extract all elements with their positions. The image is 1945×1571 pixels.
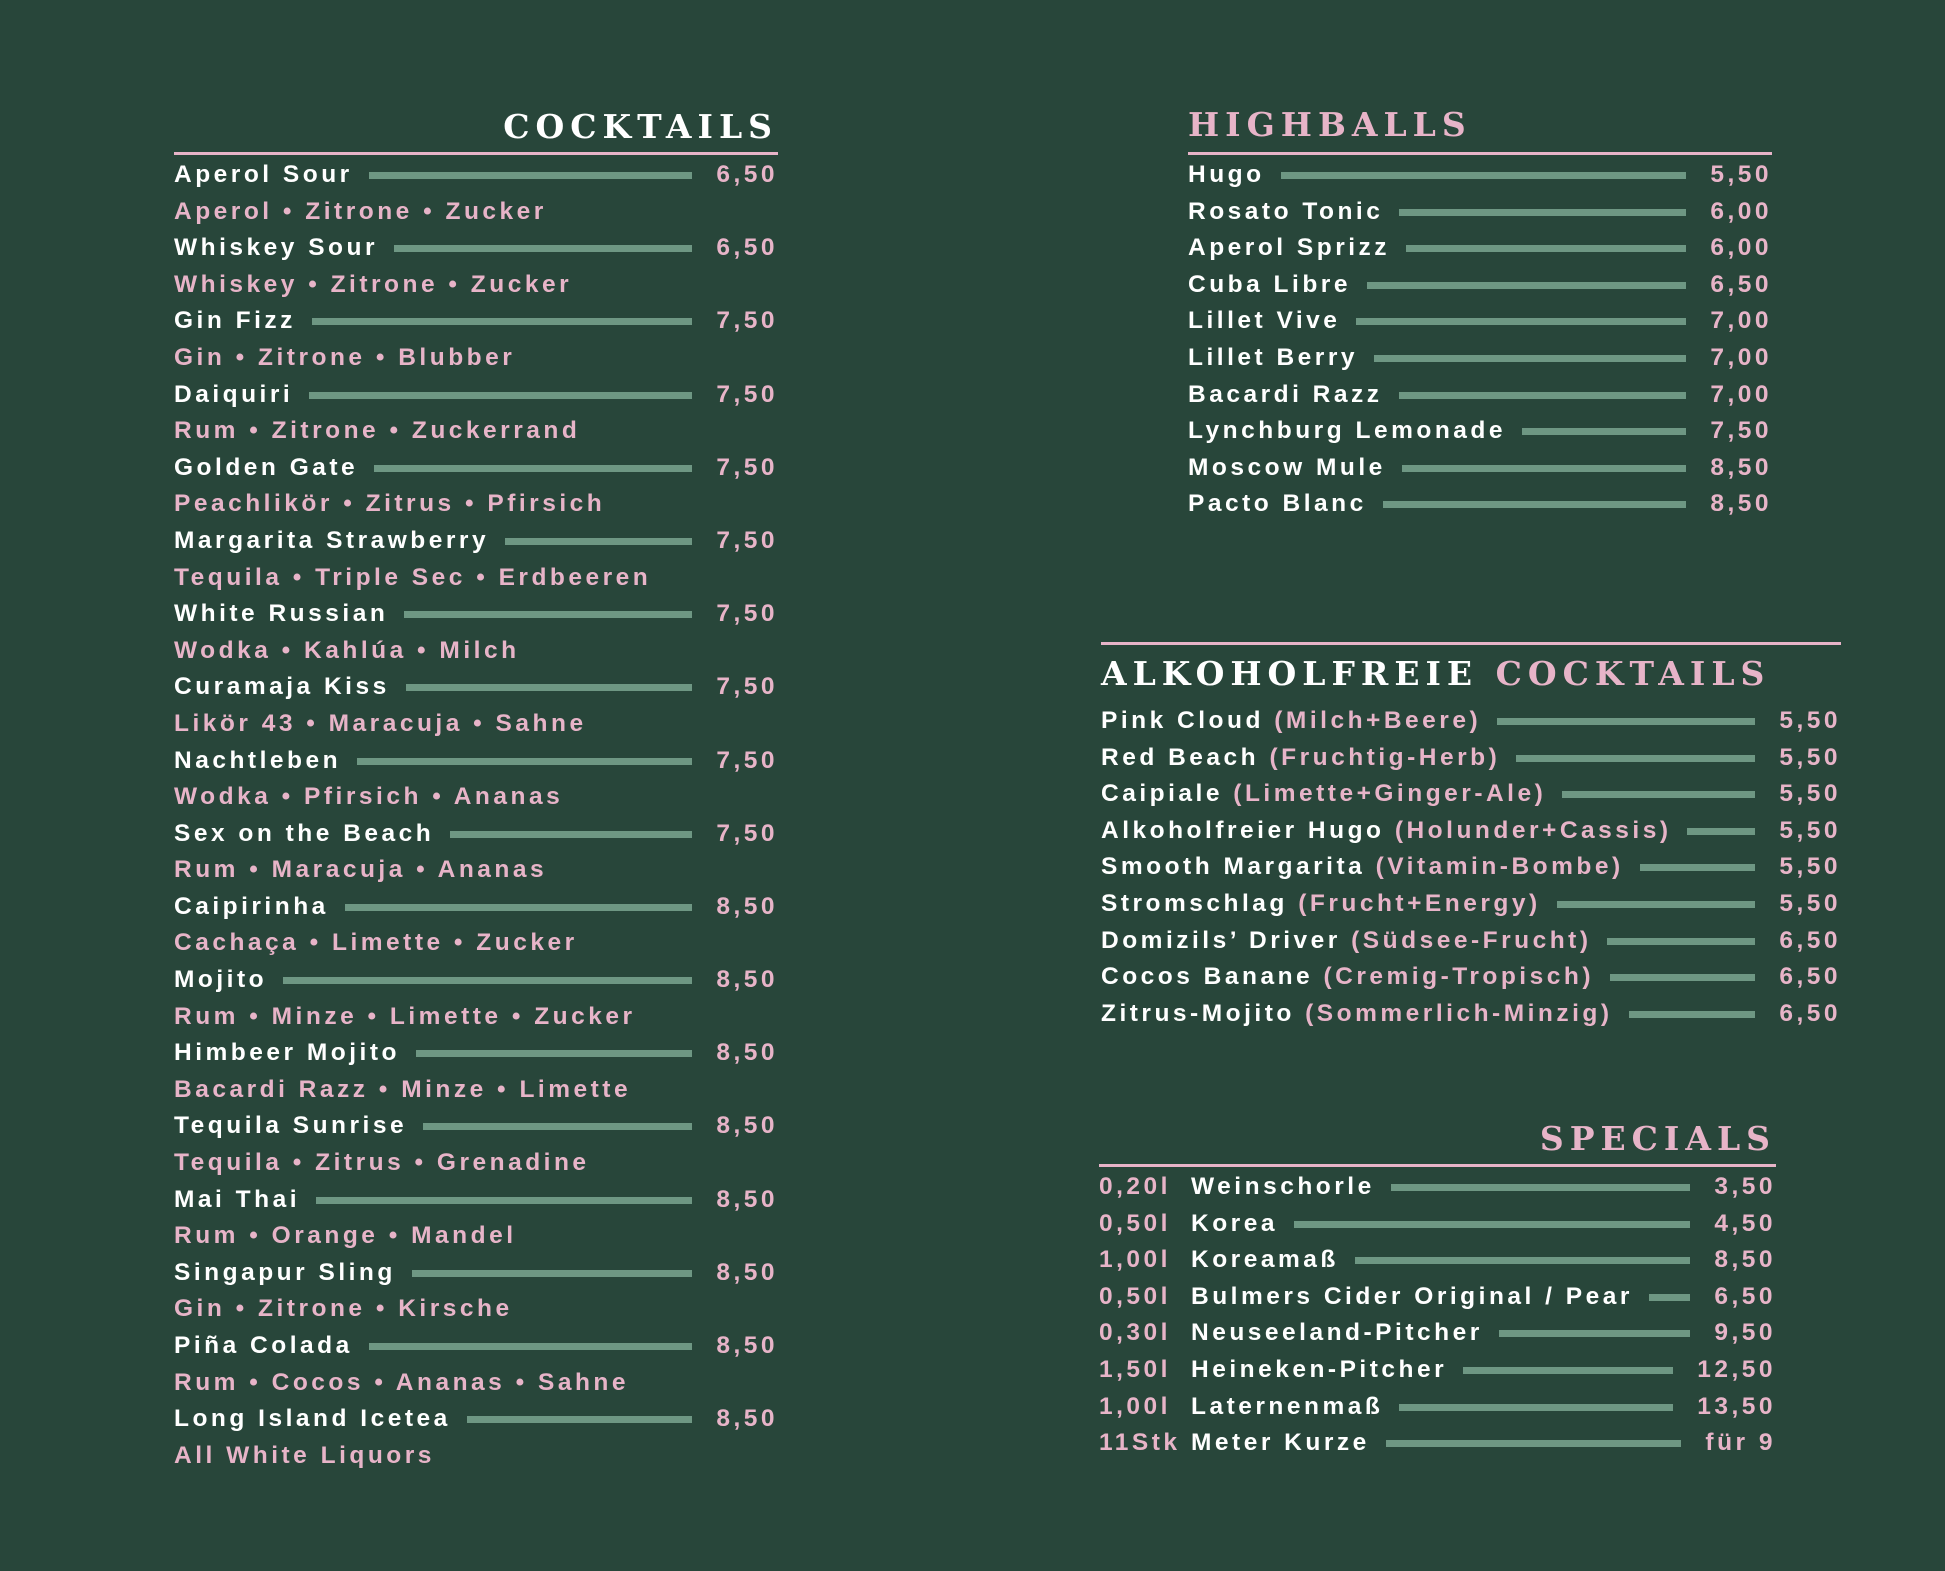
- cocktail-row: [174, 523, 778, 560]
- cocktail-price: 8,50: [716, 1112, 778, 1140]
- alkoholfrei-name: Cocos Banane: [1101, 963, 1314, 991]
- cocktail-ingredients: Gin • Zitrone • Blubber: [174, 343, 516, 371]
- alkoholfrei-note: (Fruchtig-Herb): [1269, 743, 1501, 771]
- cocktail-ingredients: Rum • Orange • Mandel: [174, 1222, 517, 1250]
- alkoholfrei-note: (Südsee-Frucht): [1351, 926, 1592, 954]
- cocktail-row: [174, 1401, 778, 1438]
- cocktail-price: 8,50: [716, 1405, 778, 1433]
- highball-price: 6,00: [1710, 197, 1772, 225]
- cocktail-ingredients: Rum • Zitrone • Zuckerrand: [174, 417, 581, 445]
- specials-quantity: 1,00l: [1099, 1246, 1171, 1274]
- alkoholfrei-price: 5,50: [1779, 780, 1841, 808]
- cocktail-name: Nachtleben: [174, 746, 342, 774]
- alkoholfrei-list: [1101, 703, 1841, 1032]
- alkoholfrei-name: Pink Cloud: [1101, 707, 1264, 734]
- highballs-list: [1188, 157, 1772, 523]
- leader-line: [1355, 1257, 1690, 1264]
- specials-price: 12,50: [1697, 1355, 1776, 1383]
- specials-name: Meter Kurze: [1191, 1429, 1370, 1457]
- leader-line: [312, 318, 692, 325]
- cocktail-name: Singapur Sling: [174, 1258, 396, 1286]
- alkoholfrei-note: (Sommerlich-Minzig): [1305, 999, 1613, 1027]
- highball-name: Lillet Berry: [1188, 343, 1358, 371]
- leader-line: [450, 831, 692, 838]
- alkoholfrei-note: (Cremig-Tropisch): [1323, 963, 1594, 991]
- specials-rule: [1099, 1164, 1776, 1167]
- highball-row: [1188, 267, 1772, 304]
- cocktail-row: [174, 596, 778, 633]
- cocktail-name: Himbeer Mojito: [174, 1039, 400, 1067]
- leader-line: [1562, 791, 1755, 798]
- alkoholfrei-note: (Milch+Beere): [1274, 707, 1482, 734]
- leader-line: [369, 1343, 692, 1350]
- cocktail-ingredients: Rum • Maracuja • Ananas: [174, 856, 548, 884]
- cocktail-row: [174, 1255, 778, 1292]
- highball-price: 7,00: [1710, 380, 1772, 408]
- highball-row: [1188, 486, 1772, 523]
- cocktail-ingredients: Gin • Zitrone • Kirsche: [174, 1295, 513, 1323]
- specials-price: 8,50: [1714, 1246, 1776, 1274]
- leader-line: [1522, 428, 1686, 435]
- alkoholfrei-name-group: [1101, 703, 1481, 740]
- cocktail-name: Aperol Sour: [174, 161, 353, 188]
- specials-row: [1099, 1169, 1776, 1206]
- cocktail-price: 8,50: [716, 892, 778, 920]
- alkoholfrei-price: 5,50: [1779, 743, 1841, 771]
- cocktail-row: [174, 1108, 778, 1145]
- specials-quantity: 11Stk: [1099, 1429, 1181, 1457]
- leader-line: [1281, 172, 1686, 179]
- leader-line: [1463, 1367, 1673, 1374]
- highball-row: [1188, 230, 1772, 267]
- leader-line: [406, 684, 692, 691]
- alkoholfrei-name-group: [1101, 996, 1613, 1033]
- leader-line: [1386, 1440, 1681, 1447]
- leader-line: [1402, 465, 1686, 472]
- highball-row: [1188, 413, 1772, 450]
- alkoholfrei-section: [1101, 642, 1841, 1032]
- cocktail-name: Margarita Strawberry: [174, 526, 490, 554]
- specials-list: [1099, 1169, 1776, 1462]
- leader-line: [369, 172, 692, 179]
- leader-line: [412, 1270, 692, 1277]
- leader-line: [1687, 828, 1755, 835]
- cocktail-name: Tequila Sunrise: [174, 1112, 408, 1140]
- specials-price: 6,50: [1714, 1282, 1776, 1310]
- leader-line: [374, 465, 692, 472]
- alkoholfrei-name-group: [1101, 923, 1591, 960]
- highball-name: Hugo: [1188, 161, 1265, 188]
- alkoholfrei-row: [1101, 813, 1841, 850]
- alkoholfrei-title-b: COCKTAILS: [1495, 654, 1771, 693]
- cocktail-ingredients: Whiskey • Zitrone • Zucker: [174, 270, 573, 298]
- specials-row: [1099, 1206, 1776, 1243]
- cocktail-row: [174, 816, 778, 853]
- cocktails-title: COCKTAILS: [503, 107, 778, 146]
- alkoholfrei-note: (Frucht+Energy): [1298, 889, 1541, 917]
- leader-line: [1399, 392, 1686, 399]
- leader-line: [467, 1416, 692, 1423]
- cocktail-ingredients: Likör 43 • Maracuja • Sahne: [174, 709, 587, 737]
- leader-line: [357, 758, 692, 765]
- leader-line: [283, 977, 692, 984]
- alkoholfrei-name: Zitrus-Mojito: [1101, 999, 1295, 1027]
- specials-price: 4,50: [1714, 1209, 1776, 1237]
- cocktail-ingredients: Wodka • Kahlúa • Milch: [174, 636, 520, 664]
- cocktail-price: 8,50: [716, 1185, 778, 1213]
- highball-row: [1188, 377, 1772, 414]
- cocktail-price: 7,50: [716, 307, 778, 335]
- cocktail-row: [174, 889, 778, 926]
- leader-line: [1499, 1330, 1690, 1337]
- cocktail-price: 7,50: [716, 819, 778, 847]
- cocktail-price: 7,50: [716, 600, 778, 628]
- alkoholfrei-price: 5,50: [1779, 853, 1841, 881]
- highballs-rule: [1188, 152, 1772, 155]
- alkoholfrei-row: [1101, 740, 1841, 777]
- alkoholfrei-price: 5,50: [1779, 816, 1841, 844]
- specials-quantity: 0,30l: [1099, 1319, 1171, 1347]
- cocktail-ingredients: All White Liquors: [174, 1441, 435, 1469]
- highball-price: 5,50: [1710, 161, 1772, 188]
- leader-line: [1649, 1294, 1690, 1301]
- cocktail-row: [174, 377, 778, 414]
- highball-name: Lillet Vive: [1188, 307, 1341, 335]
- cocktail-price: 8,50: [716, 1039, 778, 1067]
- highball-name: Bacardi Razz: [1188, 380, 1383, 408]
- highball-name: Moscow Mule: [1188, 453, 1386, 481]
- cocktail-row: [174, 1182, 778, 1219]
- cocktail-price: 8,50: [716, 1332, 778, 1359]
- leader-line: [1399, 1404, 1673, 1411]
- alkoholfrei-name: Alkoholfreier Hugo: [1101, 816, 1385, 844]
- specials-name: Heineken-Pitcher: [1191, 1355, 1448, 1383]
- leader-line: [1391, 1184, 1690, 1191]
- specials-name: Koreamaß: [1191, 1246, 1339, 1274]
- alkoholfrei-title-a: ALKOHOLFREIE: [1101, 654, 1479, 693]
- cocktail-row: [174, 450, 778, 487]
- alkoholfrei-name-group: [1101, 849, 1624, 886]
- cocktail-name: Gin Fizz: [174, 307, 296, 335]
- leader-line: [1374, 355, 1686, 362]
- cocktail-row: [174, 669, 778, 706]
- specials-row: [1099, 1352, 1776, 1389]
- cocktail-row: [174, 743, 778, 780]
- cocktail-price: 6,50: [716, 234, 778, 262]
- leader-line: [1406, 245, 1686, 252]
- specials-name: Laternenmaß: [1191, 1392, 1384, 1420]
- highball-row: [1188, 340, 1772, 377]
- specials-name: Korea: [1191, 1209, 1278, 1237]
- cocktails-section: [174, 107, 778, 1474]
- highball-row: [1188, 450, 1772, 487]
- leader-line: [1399, 209, 1686, 216]
- cocktail-ingredients: Aperol • Zitrone • Zucker: [174, 197, 547, 225]
- alkoholfrei-row: [1101, 923, 1841, 960]
- alkoholfrei-price: 6,50: [1779, 926, 1841, 954]
- leader-line: [1557, 901, 1755, 908]
- cocktail-row: [174, 303, 778, 340]
- leader-line: [1516, 755, 1755, 762]
- highball-price: 7,00: [1710, 343, 1772, 371]
- cocktail-ingredients: Peachlikör • Zitrus • Pfirsich: [174, 490, 606, 518]
- highball-name: Aperol Sprizz: [1188, 234, 1391, 262]
- cocktail-ingredients: Bacardi Razz • Minze • Limette: [174, 1075, 632, 1103]
- cocktail-name: Curamaja Kiss: [174, 673, 390, 701]
- specials-quantity: 0,50l: [1099, 1209, 1171, 1237]
- leader-line: [309, 392, 692, 399]
- specials-price: 3,50: [1714, 1173, 1776, 1200]
- cocktail-row: [174, 230, 778, 267]
- highballs-title: HIGHBALLS: [1188, 105, 1472, 144]
- leader-line: [416, 1050, 692, 1057]
- alkoholfrei-row: [1101, 886, 1841, 923]
- alkoholfrei-note: (Vitamin-Bombe): [1375, 853, 1624, 881]
- cocktail-name: Mai Thai: [174, 1185, 301, 1213]
- alkoholfrei-name: Stromschlag: [1101, 889, 1288, 917]
- specials-price: 9,50: [1714, 1319, 1776, 1347]
- alkoholfrei-price: 6,50: [1779, 999, 1841, 1027]
- alkoholfrei-title: [1101, 654, 1841, 693]
- alkoholfrei-note: (Holunder+Cassis): [1394, 816, 1672, 844]
- leader-line: [1294, 1221, 1690, 1228]
- cocktails-rule: [174, 152, 778, 155]
- specials-price: 13,50: [1697, 1392, 1776, 1420]
- specials-quantity: 1,00l: [1099, 1392, 1171, 1420]
- highball-row: [1188, 194, 1772, 231]
- specials-row: [1099, 1279, 1776, 1316]
- specials-row: [1099, 1242, 1776, 1279]
- cocktail-row: [174, 1328, 778, 1365]
- highballs-section: [1188, 105, 1772, 523]
- alkoholfrei-name-group: [1101, 813, 1671, 850]
- leader-line: [1497, 718, 1755, 725]
- cocktail-ingredients: Cachaça • Limette • Zucker: [174, 929, 578, 957]
- leader-line: [505, 538, 692, 545]
- highball-price: 7,50: [1710, 417, 1772, 445]
- alkoholfrei-name: Smooth Margarita: [1101, 853, 1366, 881]
- alkoholfrei-row: [1101, 776, 1841, 813]
- cocktail-name: Piña Colada: [174, 1332, 353, 1359]
- cocktail-price: 8,50: [716, 1258, 778, 1286]
- cocktail-price: 7,50: [716, 746, 778, 774]
- alkoholfrei-row: [1101, 849, 1841, 886]
- alkoholfrei-price: 5,50: [1779, 707, 1841, 734]
- leader-line: [1383, 501, 1686, 508]
- alkoholfrei-name: Domizils’ Driver: [1101, 926, 1341, 954]
- cocktail-name: Mojito: [174, 966, 268, 994]
- highball-name: Lynchburg Lemonade: [1188, 417, 1507, 445]
- leader-line: [1640, 864, 1755, 871]
- cocktail-ingredients: Wodka • Pfirsich • Ananas: [174, 783, 564, 811]
- leader-line: [394, 245, 692, 252]
- alkoholfrei-price: 5,50: [1779, 889, 1841, 917]
- leader-line: [404, 611, 692, 618]
- cocktail-price: 7,50: [716, 380, 778, 408]
- specials-price: für 9: [1705, 1429, 1776, 1457]
- highball-price: 8,50: [1710, 490, 1772, 518]
- highball-row: [1188, 303, 1772, 340]
- leader-line: [1629, 1011, 1755, 1018]
- specials-quantity: 1,50l: [1099, 1355, 1171, 1383]
- leader-line: [1356, 318, 1686, 325]
- specials-name: Bulmers Cider Original / Pear: [1191, 1282, 1633, 1310]
- cocktail-name: Golden Gate: [174, 453, 359, 481]
- cocktail-name: Caipirinha: [174, 892, 329, 920]
- highball-price: 6,50: [1710, 270, 1772, 298]
- cocktail-name: Whiskey Sour: [174, 234, 379, 262]
- specials-name: Neuseeland-Pitcher: [1191, 1319, 1483, 1347]
- cocktail-ingredients: Tequila • Triple Sec • Erdbeeren: [174, 563, 652, 591]
- highball-price: 7,00: [1710, 307, 1772, 335]
- specials-quantity: 0,50l: [1099, 1282, 1171, 1310]
- cocktail-name: Sex on the Beach: [174, 819, 435, 847]
- cocktail-row: [174, 962, 778, 999]
- leader-line: [1610, 974, 1755, 981]
- cocktail-ingredients: Rum • Minze • Limette • Zucker: [174, 1002, 636, 1030]
- cocktails-list: [174, 157, 778, 1474]
- alkoholfrei-row: [1101, 996, 1841, 1033]
- leader-line: [316, 1197, 692, 1204]
- leader-line: [423, 1123, 692, 1130]
- highball-name: Cuba Libre: [1188, 270, 1351, 298]
- cocktail-price: 7,50: [716, 453, 778, 481]
- alkoholfrei-name-group: [1101, 959, 1594, 996]
- highball-price: 8,50: [1710, 453, 1772, 481]
- cocktail-ingredients: Rum • Cocos • Ananas • Sahne: [174, 1368, 630, 1396]
- cocktail-price: 6,50: [716, 161, 778, 188]
- specials-quantity: 0,20l: [1099, 1173, 1171, 1200]
- alkoholfrei-name-group: [1101, 740, 1500, 777]
- alkoholfrei-row: [1101, 959, 1841, 996]
- alkoholfrei-name-group: [1101, 776, 1546, 813]
- alkoholfrei-name-group: [1101, 886, 1541, 923]
- specials-title: SPECIALS: [1539, 1119, 1776, 1158]
- alkoholfrei-name: Caipiale: [1101, 780, 1223, 808]
- alkoholfrei-rule: [1101, 642, 1841, 645]
- highball-name: Rosato Tonic: [1188, 197, 1384, 225]
- cocktail-name: Daiquiri: [174, 380, 294, 408]
- specials-row: [1099, 1315, 1776, 1352]
- alkoholfrei-name: Red Beach: [1101, 743, 1260, 771]
- highball-name: Pacto Blanc: [1188, 490, 1367, 518]
- highball-price: 6,00: [1710, 234, 1772, 262]
- specials-name: Weinschorle: [1191, 1173, 1375, 1200]
- cocktail-name: White Russian: [174, 600, 389, 628]
- leader-line: [345, 904, 692, 911]
- alkoholfrei-price: 6,50: [1779, 963, 1841, 991]
- leader-line: [1367, 282, 1686, 289]
- specials-row: [1099, 1425, 1776, 1462]
- cocktail-price: 7,50: [716, 673, 778, 701]
- cocktail-row: [174, 157, 778, 194]
- leader-line: [1607, 938, 1755, 945]
- cocktail-row: [174, 1035, 778, 1072]
- alkoholfrei-row: [1101, 703, 1841, 740]
- specials-section: [1099, 1119, 1776, 1462]
- highball-row: [1188, 157, 1772, 194]
- cocktail-name: Long Island Icetea: [174, 1405, 451, 1433]
- specials-row: [1099, 1389, 1776, 1426]
- cocktail-price: 7,50: [716, 526, 778, 554]
- cocktail-price: 8,50: [716, 966, 778, 994]
- alkoholfrei-note: (Limette+Ginger-Ale): [1233, 780, 1547, 808]
- cocktail-ingredients: Tequila • Zitrus • Grenadine: [174, 1149, 590, 1177]
